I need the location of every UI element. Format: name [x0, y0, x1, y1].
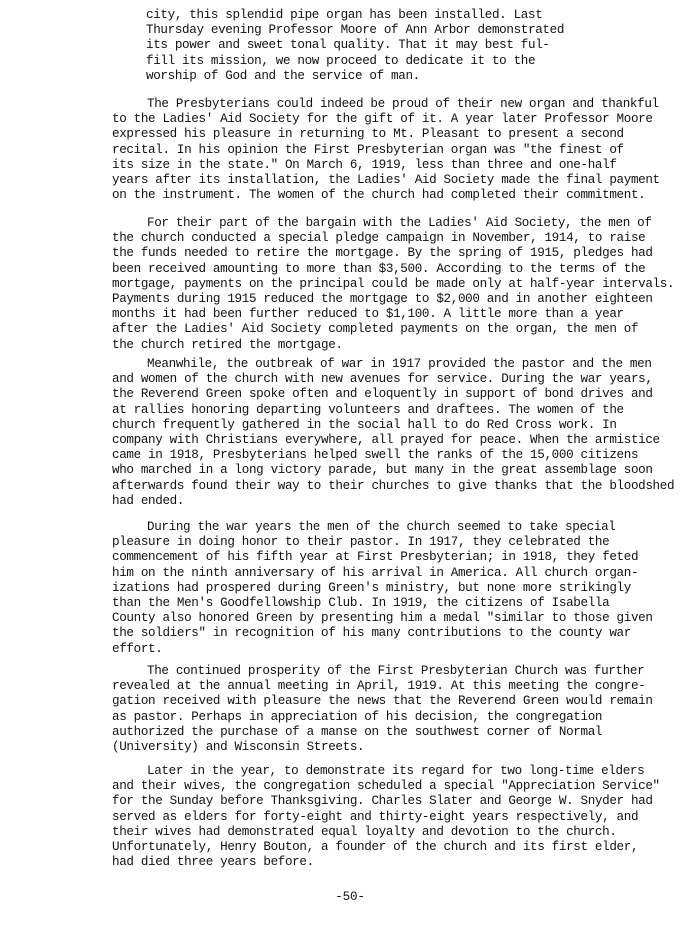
text-line: at rallies honoring departing volunteers and draftees. The women of the [112, 402, 624, 417]
text-line: than the Men's Goodfellowship Club. In 1919, the citizens of Isabella [112, 596, 610, 611]
text-line: its power and sweet tonal quality. That it may best ful- [146, 38, 550, 53]
text-line: County also honored Green by presenting him a medal "similar to those given [112, 611, 653, 626]
paragraph-war [112, 357, 675, 509]
text-line: on the instrument. The women of the church had completed their commitment. [112, 188, 646, 203]
text-line: (University) and Wisconsin Streets. [112, 740, 365, 755]
text-line: pleasure in doing honor to their pastor. In 1917, they celebrated the [112, 535, 610, 550]
text-line: izations had prospered during Green's ministry, but none more strikingly [112, 580, 631, 595]
text-line: who marched in a long victory parade, but many in the great assemblage soon [112, 463, 653, 478]
paragraph-organ-gift [112, 97, 660, 203]
text-line: for the Sunday before Thanksgiving. Charles Slater and George W. Snyder had [112, 794, 653, 809]
text-line: authorized the purchase of a manse on the southwest corner of Normal [112, 724, 603, 739]
text-line: recital. In his opinion the First Presbyterian organ was "the finest of [112, 142, 624, 157]
text-line: as pastor. Perhaps in appreciation of his decision, the congregation [112, 709, 603, 724]
text-line: served as elders for forty-eight and thirty-eight years respectively, and [112, 809, 639, 824]
text-line: During the war years the men of the church seemed to take special [147, 520, 616, 534]
text-line: afterwards found their way to their churches to give thanks that the bloodshed [112, 478, 675, 493]
text-line: city, this splendid pipe organ has been installed. Last [146, 8, 543, 22]
text-line: gation received with pleasure the news that the Reverend Green would remain [112, 694, 653, 709]
text-line: worship of God and the service of man. [146, 68, 420, 83]
text-line: The Presbyterians could indeed be proud of their new organ and thankful [147, 97, 659, 111]
text-line: had ended. [112, 493, 185, 508]
text-line: The continued prosperity of the First Presbyterian Church was further [147, 664, 645, 678]
text-line: the funds needed to retire the mortgage. By the spring of 1915, pledges had [112, 246, 653, 261]
text-line: their wives had demonstrated equal loyalty and devotion to the church. [112, 824, 617, 839]
text-line: months it had been further reduced to $1,100. A little more than a year [112, 307, 624, 322]
text-line: been received amounting to more than $3,500. According to the terms of the [112, 261, 646, 276]
quoted-intro [112, 8, 652, 84]
text-line: fill its mission, we now proceed to dedicate it to the [146, 53, 536, 68]
page-number: -50- [335, 890, 365, 904]
text-line: had died three years before. [112, 855, 314, 870]
text-line: For their part of the bargain with the Ladies' Aid Society, the men of [147, 216, 652, 230]
text-line: mortgage, payments on the principal could be made only at half-year intervals. [112, 276, 675, 291]
text-line: expressed his pleasure in returning to Mt. Pleasant to present a second [112, 127, 624, 142]
text-line: years after its installation, the Ladies' Aid Society made the final payment [112, 173, 660, 188]
text-line: Meanwhile, the outbreak of war in 1917 provided the pastor and the men [147, 357, 652, 371]
text-line: church frequently gathered in the social hall to do Red Cross work. In [112, 417, 617, 432]
text-line: Payments during 1915 reduced the mortgage to $2,000 and in another eighteen [112, 292, 653, 307]
text-line: Later in the year, to demonstrate its regard for two long-time elders [147, 764, 645, 778]
text-line: to the Ladies' Aid Society for the gift of it. A year later Professor Moore [112, 112, 653, 127]
text-line: its size in the state." On March 6, 1919, less than three and one-half [112, 157, 617, 172]
text-line: him on the ninth anniversary of his arrival in America. All church organ- [112, 565, 639, 580]
text-line: commencement of his fifth year at First Presbyterian; in 1918, they feted [112, 550, 639, 565]
text-line: came in 1918, Presbyterians helped swell the ranks of the 15,000 citizens [112, 448, 639, 463]
paragraph-appreciation-service [112, 764, 660, 870]
text-line: the church conducted a special pledge campaign in November, 1914, to raise [112, 231, 646, 246]
paragraph-annual-meeting [112, 664, 652, 755]
paragraph-honoring-pastor [112, 520, 652, 657]
text-line: company with Christians everywhere, all prayed for peace. When the armistice [112, 433, 660, 448]
text-line: and women of the church with new avenues for service. During the war years, [112, 372, 653, 387]
text-line: Unfortunately, Henry Bouton, a founder of the church and its first elder, [112, 840, 639, 855]
text-line: revealed at the annual meeting in April, 1919. At this meeting the congre- [112, 679, 646, 694]
text-line: Thursday evening Professor Moore of Ann Arbor demonstrated [146, 23, 565, 38]
text-line: the church retired the mortgage. [112, 337, 343, 352]
text-line: and their wives, the congregation scheduled a special "Appreciation Service" [112, 779, 660, 794]
paragraph-mortgage [112, 216, 675, 353]
text-line: the soldiers" in recognition of his many contributions to the county war [112, 626, 631, 641]
text-line: the Reverend Green spoke often and eloquently in support of bond drives and [112, 387, 653, 402]
text-line: after the Ladies' Aid Society completed payments on the organ, the men of [112, 322, 639, 337]
text-line: effort. [112, 641, 163, 656]
